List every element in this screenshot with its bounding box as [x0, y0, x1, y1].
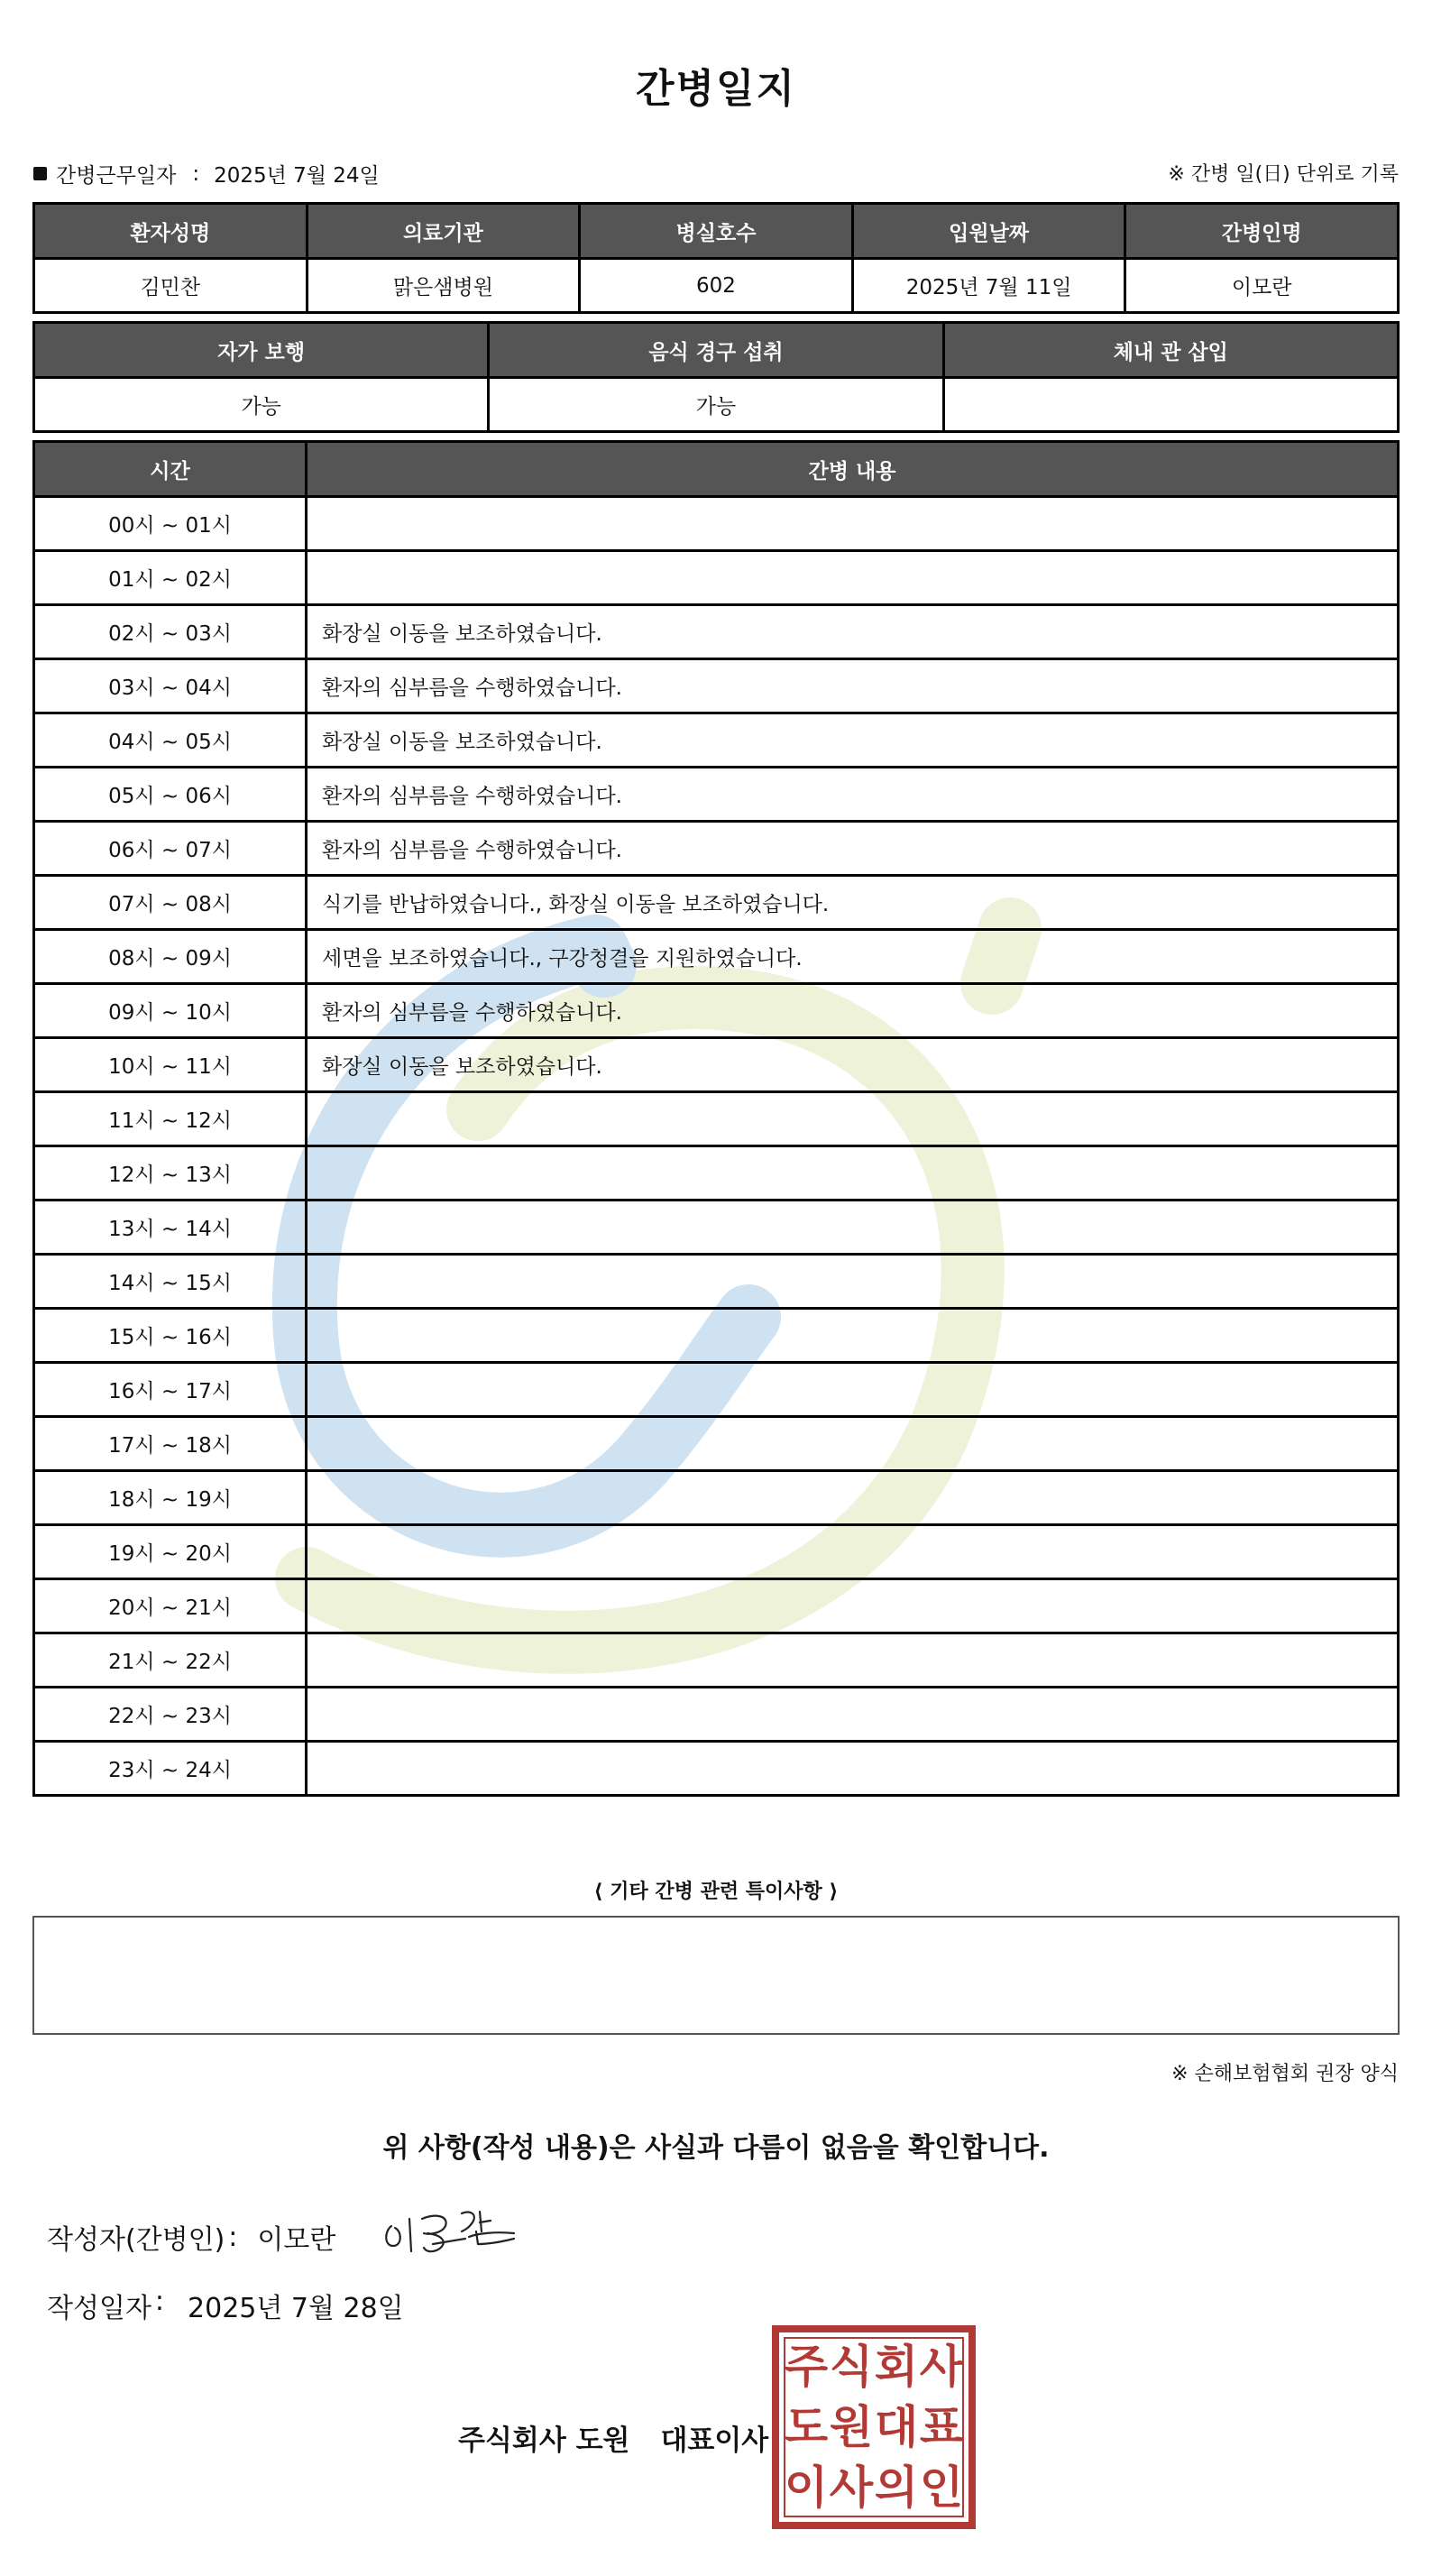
seal-character: 대 [874, 2401, 919, 2453]
association-form-note: ※ 손해보험협회 권장 양식 [1171, 2063, 1399, 2085]
care-log-content [307, 1417, 1399, 1471]
care-log-row [34, 1201, 1399, 1255]
work-date-label: 간병근무일자 [56, 164, 177, 188]
care-log-content: 화장실 이동을 보조하였습니다. [307, 713, 1399, 768]
company-seal [772, 2325, 976, 2529]
work-date-row [33, 159, 380, 189]
writer-row [47, 2217, 335, 2257]
care-log-time: 06시 ~ 07시 [34, 822, 307, 876]
patient-name-value: 김민찬 [34, 259, 308, 313]
written-date-label: 작성일자 [47, 2293, 151, 2324]
care-log-content [307, 1201, 1399, 1255]
care-log-row [34, 1633, 1399, 1688]
care-log-row [34, 713, 1399, 768]
care-log-time: 04시 ~ 05시 [34, 713, 307, 768]
care-log-time: 01시 ~ 02시 [34, 551, 307, 605]
care-log-row [34, 1471, 1399, 1525]
seal-character: 회 [874, 2341, 919, 2393]
header-room-number: 병실호수 [580, 204, 853, 259]
representative-title: 대표이사 [660, 2424, 769, 2457]
care-log-row [34, 1579, 1399, 1633]
status-header-row [34, 323, 1399, 378]
care-log-time: 18시 ~ 19시 [34, 1471, 307, 1525]
hospital-value: 맑은샘병원 [307, 259, 580, 313]
care-log-content [307, 1633, 1399, 1688]
header-self-walking: 자가 보행 [34, 323, 489, 378]
seal-character: 도 [784, 2401, 829, 2453]
care-log-row [34, 605, 1399, 659]
day-unit-note: ※ 간병 일(日) 단위로 기록 [1168, 163, 1399, 186]
care-log-header-row [34, 442, 1399, 497]
care-log-row [34, 1417, 1399, 1471]
work-date-separator: : [192, 161, 200, 186]
writer-name: 이모란 [257, 2224, 336, 2256]
written-date-colon: : [154, 2286, 165, 2317]
care-log-time: 15시 ~ 16시 [34, 1309, 307, 1363]
care-log-time: 12시 ~ 13시 [34, 1146, 307, 1201]
seal-character: 사 [829, 2461, 874, 2514]
self-walking-value: 가능 [34, 378, 489, 432]
care-log-time: 19시 ~ 20시 [34, 1525, 307, 1579]
care-log-row [34, 551, 1399, 605]
seal-character: 사 [919, 2341, 964, 2393]
care-log-time: 09시 ~ 10시 [34, 984, 307, 1038]
care-log-row [34, 768, 1399, 822]
care-log-row [34, 497, 1399, 551]
header-time: 시간 [34, 442, 307, 497]
seal-character: 식 [829, 2341, 874, 2393]
seal-character: 주 [784, 2341, 829, 2393]
tube-insertion-value [943, 378, 1398, 432]
header-hospital: 의료기관 [307, 204, 580, 259]
header-care-content: 간병 내용 [307, 442, 1399, 497]
handwritten-signature [379, 2192, 532, 2264]
oral-intake-value: 가능 [489, 378, 943, 432]
header-admission-date: 입원날짜 [852, 204, 1125, 259]
work-date-value: 2025년 7월 24일 [214, 164, 380, 188]
care-log-content: 화장실 이동을 보조하였습니다. [307, 605, 1399, 659]
writer-colon: : [228, 2221, 238, 2253]
care-log-content [307, 1579, 1399, 1633]
care-log-time: 20시 ~ 21시 [34, 1579, 307, 1633]
care-log-time: 22시 ~ 23시 [34, 1688, 307, 1742]
care-log-row [34, 930, 1399, 984]
header-oral-intake: 음식 경구 섭취 [489, 323, 943, 378]
care-log-content: 환자의 심부름을 수행하였습니다. [307, 984, 1399, 1038]
care-log-time: 10시 ~ 11시 [34, 1038, 307, 1092]
company-name: 주식회사 도원 [458, 2424, 630, 2457]
care-log-content: 환자의 심부름을 수행하였습니다. [307, 659, 1399, 713]
care-log-row [34, 1688, 1399, 1742]
confirmation-statement: 위 사항(작성 내용)은 사실과 다름이 없음을 확인합니다. [382, 2132, 1050, 2164]
seal-character: 원 [829, 2401, 874, 2453]
care-log-row [34, 1309, 1399, 1363]
care-log-row [34, 1146, 1399, 1201]
room-number-value: 602 [580, 259, 853, 313]
care-log-content: 세면을 보조하였습니다., 구강청결을 지원하였습니다. [307, 930, 1399, 984]
care-log-time: 21시 ~ 22시 [34, 1633, 307, 1688]
care-log-content [307, 1525, 1399, 1579]
care-log-row [34, 822, 1399, 876]
written-date-value: 2025년 7월 28일 [188, 2293, 404, 2324]
care-log-content [307, 1309, 1399, 1363]
care-log-content: 식기를 반납하였습니다., 화장실 이동을 보조하였습니다. [307, 876, 1399, 930]
care-log-row [34, 1525, 1399, 1579]
care-log-content [307, 1092, 1399, 1146]
care-log-content [307, 551, 1399, 605]
care-log-row [34, 1363, 1399, 1417]
care-log-time: 08시 ~ 09시 [34, 930, 307, 984]
patient-info-value-row [34, 259, 1399, 313]
written-date-row [47, 2286, 404, 2325]
care-log-content: 화장실 이동을 보조하였습니다. [307, 1038, 1399, 1092]
care-log-time: 03시 ~ 04시 [34, 659, 307, 713]
care-log-content [307, 1146, 1399, 1201]
care-log-row [34, 984, 1399, 1038]
page-title: 간병일지 [635, 66, 796, 112]
care-log-row [34, 1038, 1399, 1092]
care-log-time: 23시 ~ 24시 [34, 1742, 307, 1796]
patient-info-header-row [34, 204, 1399, 259]
care-log-time: 11시 ~ 12시 [34, 1092, 307, 1146]
bullet-square-icon [33, 167, 47, 180]
other-notes-title: ⟨ 기타 간병 관련 특이사항 ⟩ [593, 1881, 839, 1903]
care-log-row [34, 659, 1399, 713]
seal-character: 인 [919, 2461, 964, 2514]
care-log-row [34, 1742, 1399, 1796]
care-log-time: 16시 ~ 17시 [34, 1363, 307, 1417]
patient-status-table [32, 321, 1400, 433]
company-row [458, 2417, 768, 2458]
care-log-time: 14시 ~ 15시 [34, 1255, 307, 1309]
care-log-time: 02시 ~ 03시 [34, 605, 307, 659]
care-log-content [307, 497, 1399, 551]
care-log-content [307, 1363, 1399, 1417]
writer-label: 작성자(간병인) [47, 2224, 225, 2256]
care-log-table [32, 440, 1400, 1797]
other-notes-box [32, 1916, 1400, 2035]
care-log-content [307, 1742, 1399, 1796]
seal-character: 이 [784, 2461, 829, 2514]
seal-character: 표 [919, 2401, 964, 2453]
care-log-time: 07시 ~ 08시 [34, 876, 307, 930]
care-log-time: 13시 ~ 14시 [34, 1201, 307, 1255]
caregiver-name-value: 이모란 [1125, 259, 1399, 313]
care-log-row [34, 1092, 1399, 1146]
header-patient-name: 환자성명 [34, 204, 308, 259]
care-log-time: 05시 ~ 06시 [34, 768, 307, 822]
admission-date-value: 2025년 7월 11일 [852, 259, 1125, 313]
care-log-content [307, 1471, 1399, 1525]
care-log-content: 환자의 심부름을 수행하였습니다. [307, 822, 1399, 876]
care-log-content: 환자의 심부름을 수행하였습니다. [307, 768, 1399, 822]
header-caregiver-name: 간병인명 [1125, 204, 1399, 259]
status-value-row [34, 378, 1399, 432]
seal-character: 의 [874, 2461, 919, 2514]
care-log-time: 17시 ~ 18시 [34, 1417, 307, 1471]
care-log-time: 00시 ~ 01시 [34, 497, 307, 551]
care-log-body [34, 497, 1399, 1796]
care-log-row [34, 1255, 1399, 1309]
care-log-content [307, 1688, 1399, 1742]
header-tube-insertion: 체내 관 삽입 [943, 323, 1398, 378]
care-log-content [307, 1255, 1399, 1309]
care-log-row [34, 876, 1399, 930]
patient-info-table [32, 202, 1400, 314]
